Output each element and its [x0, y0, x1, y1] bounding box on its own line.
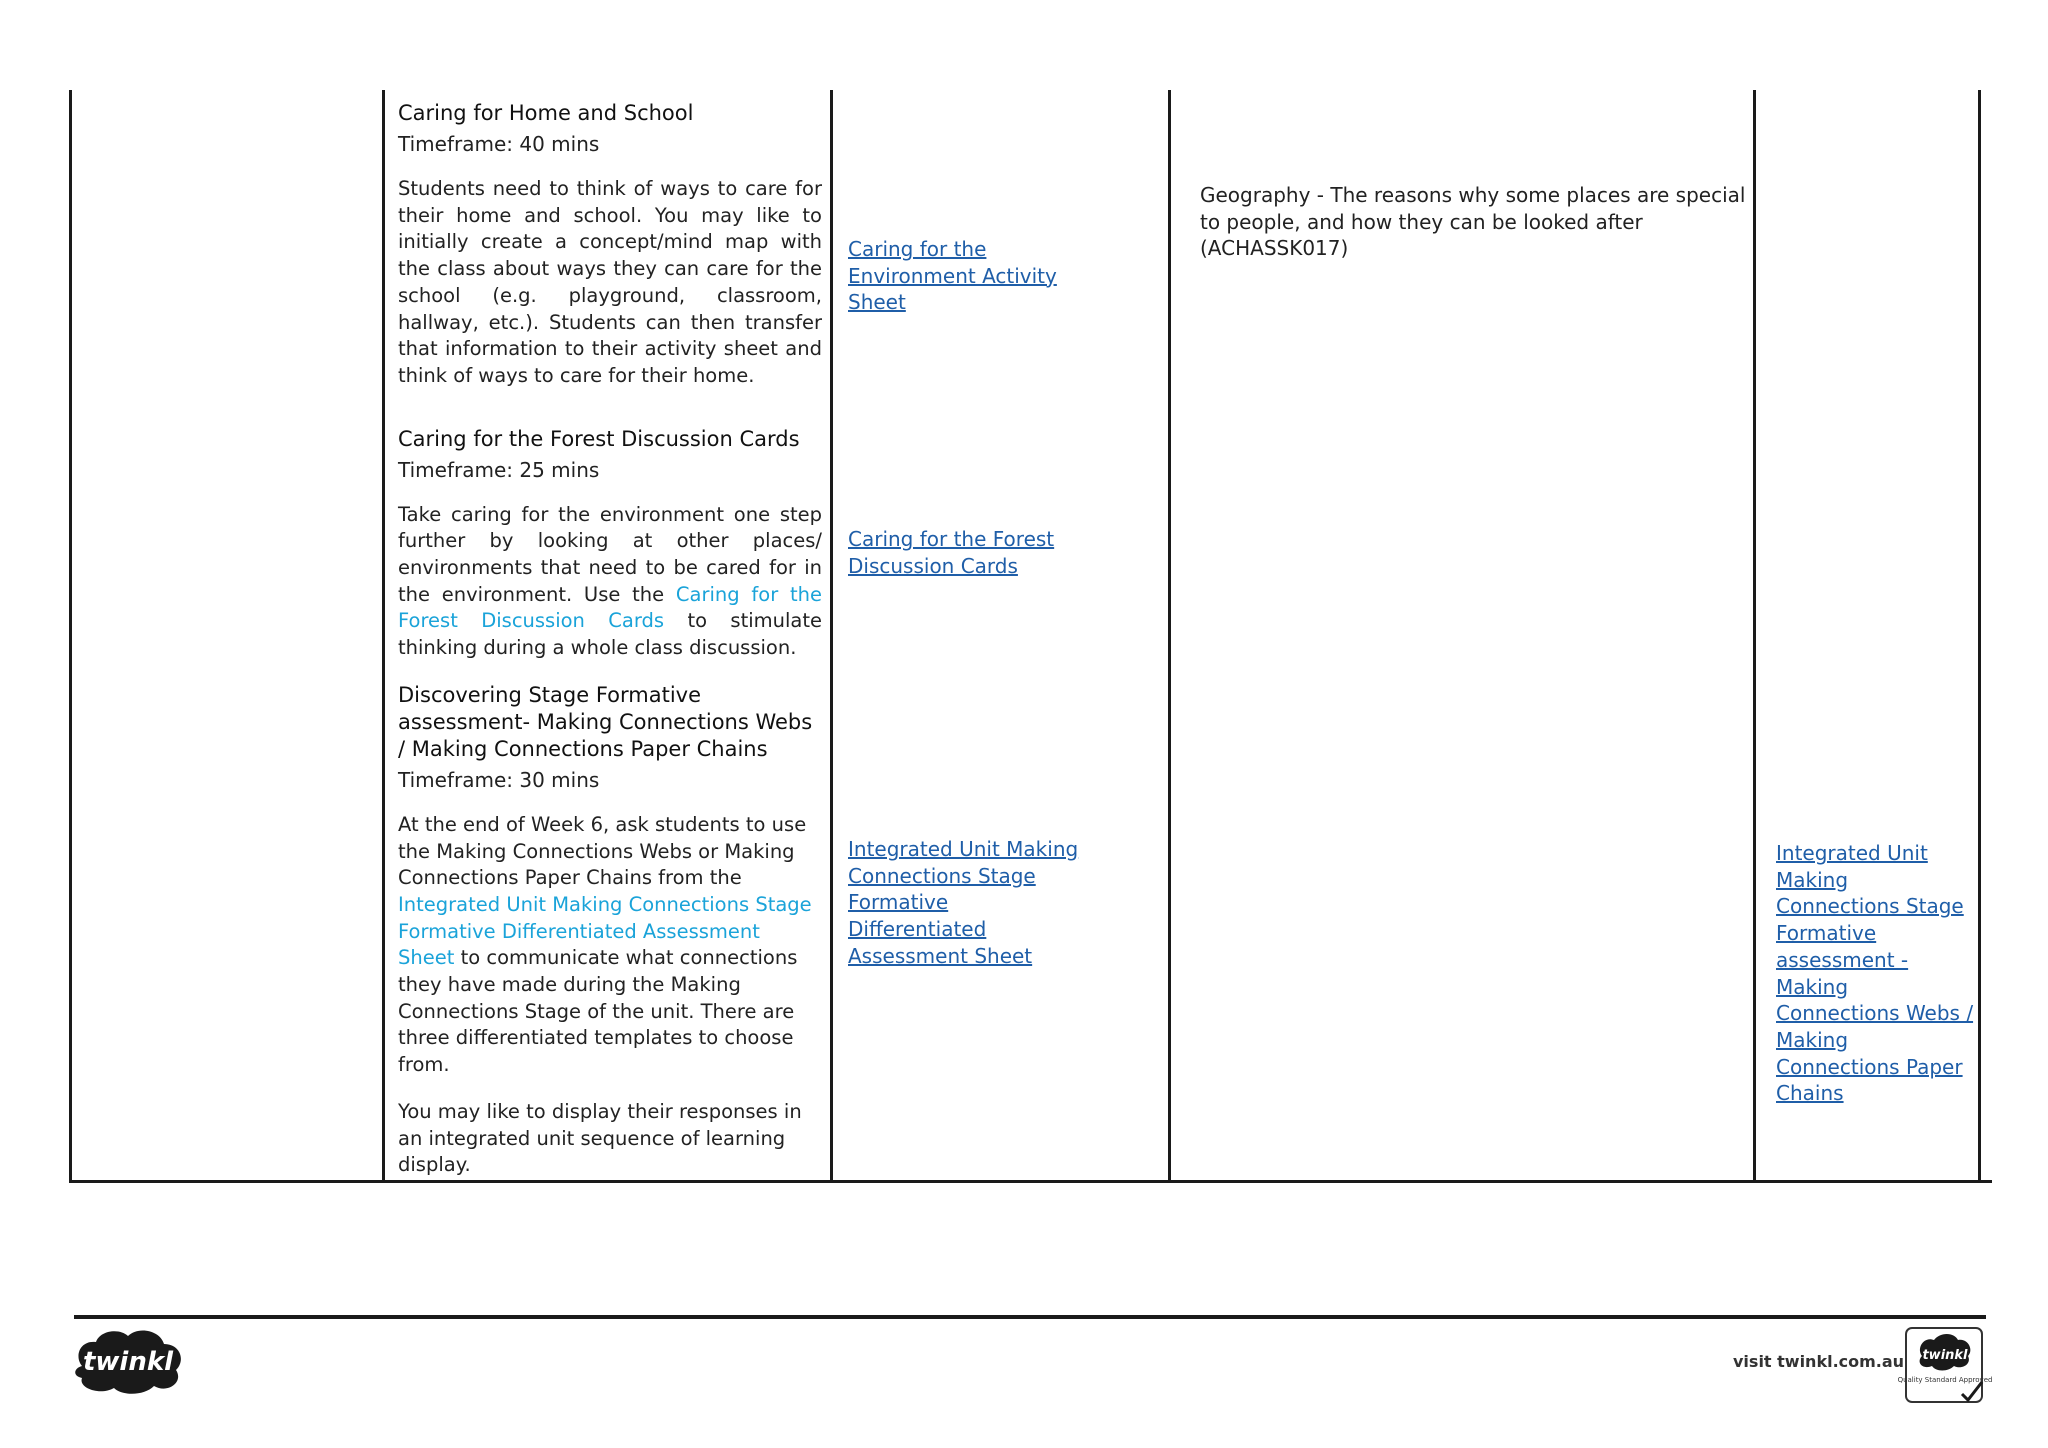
visit-url-text[interactable]: visit twinkl.com.au — [1733, 1352, 1905, 1371]
lesson-formative-assessment — [398, 682, 822, 1179]
lesson-description — [398, 502, 822, 662]
badge-subtitle: Quality Standard Approved — [1897, 1376, 1993, 1384]
column-divider-2 — [830, 90, 833, 1183]
inline-resource-link[interactable]: Caring for the Forest Discussion Cards — [398, 582, 822, 633]
column-divider-4 — [1753, 90, 1756, 1183]
quality-badge — [1897, 1326, 1993, 1406]
resource-link-assessment-sheet[interactable]: Integrated Unit Making Connections Stage Formative Differentiated Assessment Sheet — [848, 837, 1079, 968]
column-divider-1 — [382, 90, 385, 1183]
lesson-description: Students need to think of ways to care for their home and school. You may like to initially create a concept/mind map with the class about ways they can care for the school (e.g. playground, classroom, hallway, etc.). Students can then transfer that information to their activity sheet and think of ways to care for their home. — [398, 177, 822, 387]
lesson-timeframe: Timeframe: 30 mins — [398, 767, 600, 792]
logo-text: twinkl — [82, 1347, 174, 1377]
lesson-description — [398, 812, 822, 1079]
lesson-home-school — [398, 100, 822, 390]
assessment-link[interactable]: Integrated Unit Making Connections Stage Formative assessment - Making Connections Webs / Making Connections Paper Chains — [1776, 841, 1974, 1106]
activities-column — [398, 100, 822, 1179]
inline-resource-link[interactable]: Integrated Unit Making Connections Stage Formative Differentiated Assessment Sheet — [398, 892, 812, 970]
lesson-forest-cards — [398, 426, 822, 662]
resource-link-environment-sheet[interactable]: Caring for the Environment Activity Sheet — [848, 237, 1057, 315]
description-text: Take caring for the environment one step further by looking at other places/ environments that need to be cared for in the environment. Use the — [398, 502, 822, 606]
lesson-timeframe: Timeframe: 25 mins — [398, 457, 600, 482]
description-text: to stimulate thinking during a whole class discussion. — [398, 609, 822, 660]
table-border-right — [1978, 90, 1981, 1183]
curriculum-text: Geography - The reasons why some places are special to people, and how they can be looked after (ACHASSK017) — [1200, 183, 1746, 261]
lesson-extra-note: You may like to display their responses in an integrated unit sequence of learning display. — [398, 1099, 802, 1177]
description-text: At the end of Week 6, ask students to use the Making Connections Webs or Making Connections Paper Chains from the — [398, 812, 807, 890]
description-text: to communicate what connections they have made during the Making Connections Stage of the unit. There are three differentiated templates to choose from. — [398, 946, 798, 1077]
twinkl-logo[interactable] — [68, 1326, 188, 1396]
table-border-left — [69, 90, 72, 1183]
footer-divider — [74, 1315, 1986, 1319]
lesson-title: Caring for the Forest Discussion Cards — [398, 426, 800, 451]
column-divider-3 — [1168, 90, 1171, 1183]
lesson-title: Caring for Home and School — [398, 101, 694, 125]
lesson-timeframe: Timeframe: 40 mins — [398, 132, 600, 156]
table-bottom-border — [69, 1180, 1992, 1183]
curriculum-column — [1200, 182, 1750, 262]
resource-link-forest-cards[interactable]: Caring for the Forest Discussion Cards — [848, 527, 1055, 578]
badge-title: twinkl — [1922, 1348, 1968, 1363]
assessment-column — [1776, 840, 1976, 1107]
lesson-title: Discovering Stage Formative assessment- Making Connections Webs / Making Connections Paper Chains — [398, 682, 813, 761]
